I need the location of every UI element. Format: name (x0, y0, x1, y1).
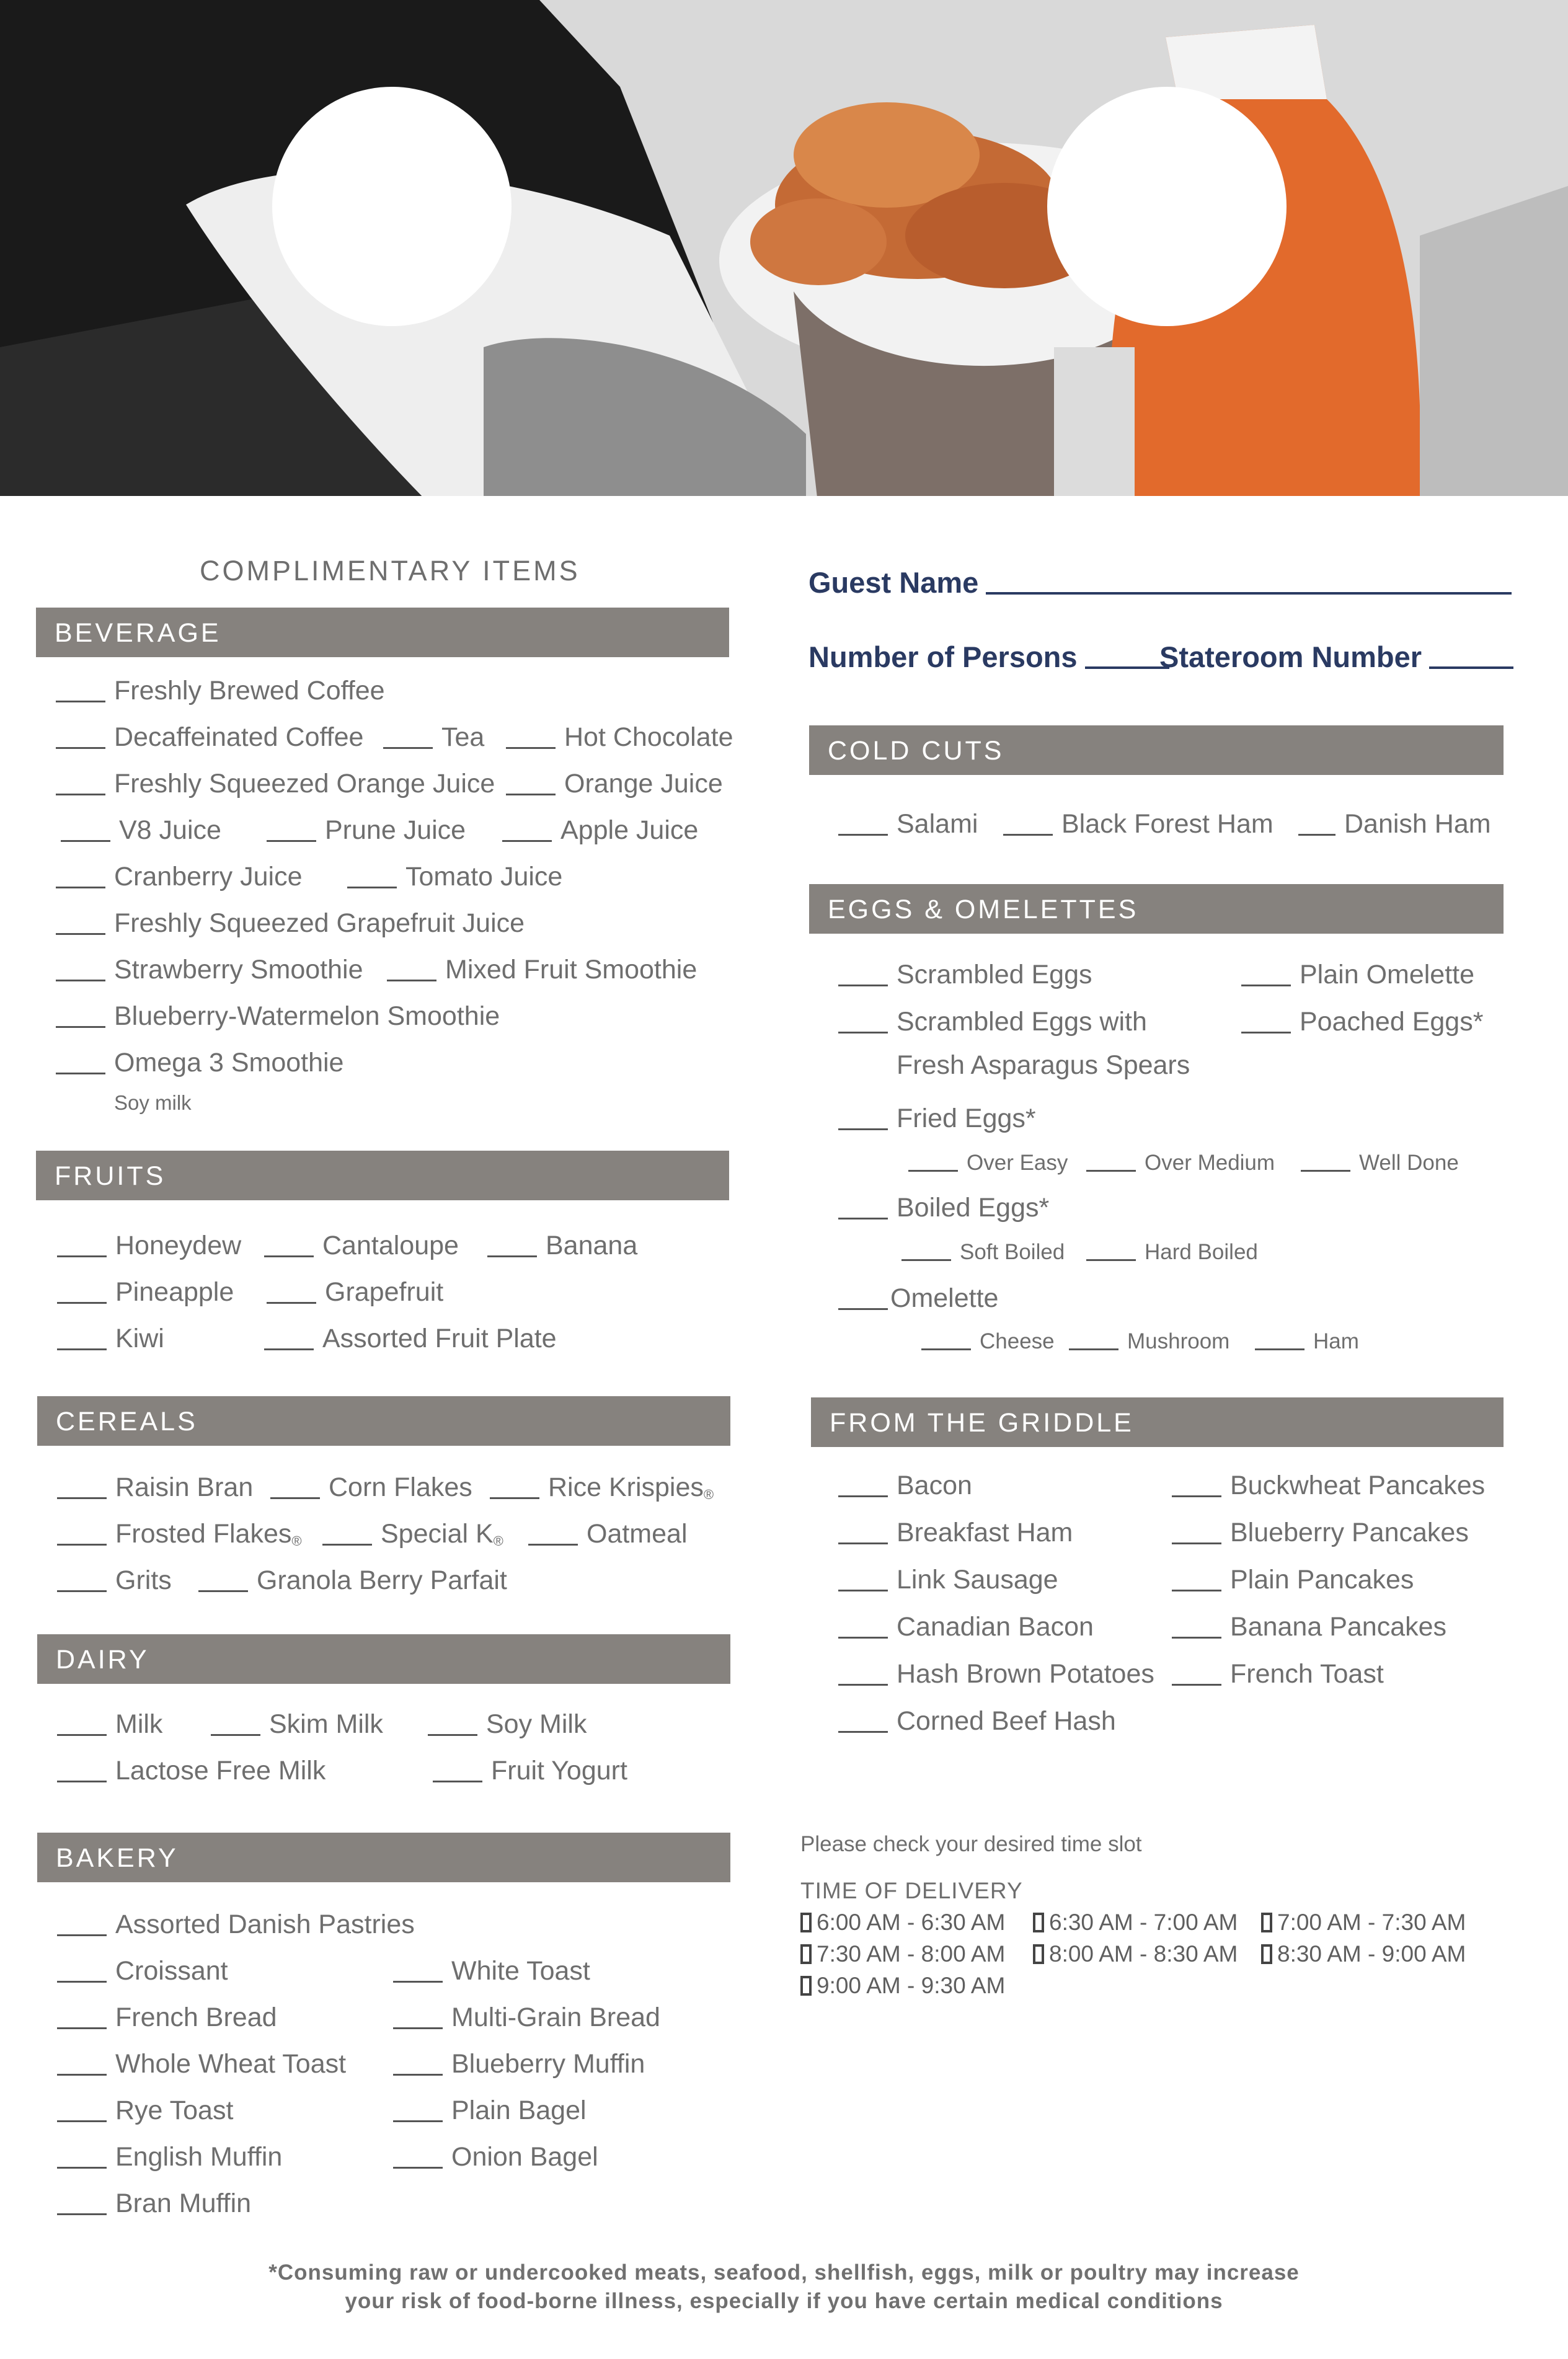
section-bar-cold-cuts: COLD CUTS (809, 725, 1504, 775)
item-raisin-bran[interactable]: Raisin Bran (57, 1472, 253, 1503)
item-plain-pancakes[interactable]: Plain Pancakes (1172, 1565, 1414, 1595)
item-cantaloupe[interactable]: Cantaloupe (264, 1231, 459, 1261)
item-scrambled-eggs-asparagus[interactable]: Scrambled Eggs with (838, 1007, 1147, 1037)
item-buckwheat-pancakes[interactable]: Buckwheat Pancakes (1172, 1471, 1485, 1501)
item-plain-omelette[interactable]: Plain Omelette (1241, 960, 1474, 990)
item-corn-flakes[interactable]: Corn Flakes (270, 1472, 472, 1503)
section-bar-beverage: BEVERAGE (36, 608, 729, 657)
item-bacon[interactable]: Bacon (838, 1471, 972, 1501)
item-honeydew[interactable]: Honeydew (57, 1231, 241, 1261)
item-poached-eggs[interactable]: Poached Eggs* (1241, 1007, 1483, 1037)
item-omelette[interactable]: Omelette (838, 1283, 998, 1314)
item-rye-toast[interactable]: Rye Toast (57, 2096, 233, 2126)
item-apple-juice[interactable]: Apple Juice (502, 815, 698, 846)
item-french-bread[interactable]: French Bread (57, 2003, 277, 2033)
time-slot-checkbox[interactable]: 7:00 AM - 7:30 AM (1261, 1910, 1466, 1936)
time-slot-checkbox[interactable]: 8:00 AM - 8:30 AM (1033, 1941, 1238, 1967)
item-freshly-brewed-coffee[interactable]: Freshly Brewed Coffee (56, 676, 385, 706)
time-slot-checkbox[interactable]: 8:30 AM - 9:00 AM (1261, 1941, 1466, 1967)
item-fried-eggs[interactable]: Fried Eggs* (838, 1104, 1036, 1134)
item-rice-krispies[interactable]: Rice Krispies $_®$ (490, 1472, 714, 1503)
item-strawberry-smoothie[interactable]: Strawberry Smoothie (56, 955, 363, 985)
item-banana-pancakes[interactable]: Banana Pancakes (1172, 1612, 1446, 1642)
item-milk[interactable]: Milk (57, 1709, 162, 1740)
item-blueberry-muffin[interactable]: Blueberry Muffin (393, 2049, 645, 2079)
checkbox-icon[interactable] (800, 1976, 812, 1996)
item-cranberry-juice[interactable]: Cranberry Juice (56, 862, 303, 892)
item-danish-ham[interactable]: Danish Ham (1298, 809, 1491, 839)
item-salami[interactable]: Salami (838, 809, 978, 839)
item-prune-juice[interactable]: Prune Juice (267, 815, 466, 846)
item-v8-juice[interactable]: V8 Juice (61, 815, 221, 846)
registered-mark: ® (493, 1533, 503, 1549)
time-slot-checkbox[interactable]: 6:00 AM - 6:30 AM (800, 1910, 1005, 1936)
item-boiled-eggs[interactable]: Boiled Eggs* (838, 1193, 1049, 1223)
item-onion-bagel[interactable]: Onion Bagel (393, 2142, 598, 2172)
checkbox-icon[interactable] (1033, 1944, 1044, 1964)
section-bar-fruits: FRUITS (36, 1151, 729, 1200)
item-omega-3-smoothie[interactable]: Omega 3 Smoothie (56, 1048, 343, 1078)
stateroom-number-field[interactable]: Stateroom Number (1159, 640, 1513, 674)
item-grapefruit[interactable]: Grapefruit (267, 1277, 443, 1308)
soy-milk-note: Soy milk (114, 1091, 192, 1114)
checkbox-icon[interactable] (800, 1913, 812, 1932)
item-link-sausage[interactable]: Link Sausage (838, 1565, 1058, 1595)
item-blueberry-watermelon-smoothie[interactable]: Blueberry-Watermelon Smoothie (56, 1001, 500, 1032)
item-frosted-flakes[interactable]: Frosted Flakes $_®$ (57, 1519, 302, 1549)
checkbox-icon[interactable] (1261, 1913, 1272, 1932)
option-soft-boiled[interactable]: Soft Boiled (901, 1240, 1065, 1265)
checkbox-icon[interactable] (1033, 1913, 1044, 1932)
item-scrambled-eggs[interactable]: Scrambled Eggs (838, 960, 1092, 990)
section-bar-bakery: BAKERY (37, 1833, 730, 1882)
item-breakfast-ham[interactable]: Breakfast Ham (838, 1518, 1073, 1548)
section-bar-dairy: DAIRY (37, 1634, 730, 1684)
option-over-easy[interactable]: Over Easy (908, 1151, 1068, 1175)
delivery-title: TIME OF DELIVERY (800, 1878, 1023, 1903)
section-bar-griddle: FROM THE GRIDDLE (811, 1397, 1504, 1447)
item-soy-milk[interactable]: Soy Milk (428, 1709, 587, 1740)
option-mushroom[interactable]: Mushroom (1069, 1329, 1229, 1354)
time-slot-checkbox[interactable]: 6:30 AM - 7:00 AM (1033, 1910, 1238, 1936)
section-bar-eggs: EGGS & OMELETTES (809, 884, 1504, 934)
item-decaffeinated-coffee[interactable]: Decaffeinated Coffee (56, 722, 363, 753)
item-oatmeal[interactable]: Oatmeal (528, 1519, 688, 1549)
item-grits[interactable]: Grits (57, 1565, 172, 1596)
item-tea[interactable]: Tea (383, 722, 484, 753)
guest-name-field[interactable]: Guest Name (808, 565, 1512, 600)
asparagus-continuation: Fresh Asparagus Spears (897, 1050, 1190, 1080)
item-special-k[interactable]: Special K $_®$ (322, 1519, 503, 1549)
header-photo (0, 0, 1568, 508)
item-kiwi[interactable]: Kiwi (57, 1324, 164, 1354)
delivery-instruction: Please check your desired time slot (800, 1832, 1142, 1856)
option-over-medium[interactable]: Over Medium (1086, 1151, 1275, 1175)
option-cheese[interactable]: Cheese (921, 1329, 1055, 1354)
checkbox-icon[interactable] (1261, 1944, 1272, 1964)
item-assorted-danish[interactable]: Assorted Danish Pastries (57, 1910, 415, 1940)
time-slot-checkbox[interactable]: 9:00 AM - 9:30 AM (800, 1973, 1005, 1999)
item-blueberry-pancakes[interactable]: Blueberry Pancakes (1172, 1518, 1469, 1548)
registered-mark: ® (291, 1533, 302, 1549)
item-plain-bagel[interactable]: Plain Bagel (393, 2096, 587, 2126)
item-croissant[interactable]: Croissant (57, 1956, 228, 1986)
complimentary-heading: COMPLIMENTARY ITEMS (200, 555, 580, 586)
item-english-muffin[interactable]: English Muffin (57, 2142, 282, 2172)
checkbox-icon[interactable] (800, 1944, 812, 1964)
item-assorted-fruit-plate[interactable]: Assorted Fruit Plate (264, 1324, 557, 1354)
disclaimer-line-2: your risk of food-borne illness, especially if you have certain medical conditions (345, 2289, 1223, 2313)
item-skim-milk[interactable]: Skim Milk (211, 1709, 383, 1740)
item-bran-muffin[interactable]: Bran Muffin (57, 2189, 251, 2219)
item-corned-beef-hash[interactable]: Corned Beef Hash (838, 1706, 1116, 1737)
item-french-toast[interactable]: French Toast (1172, 1659, 1384, 1689)
item-tomato-juice[interactable]: Tomato Juice (347, 862, 562, 892)
item-hot-chocolate[interactable]: Hot Chocolate (506, 722, 733, 753)
item-mixed-fruit-smoothie[interactable]: Mixed Fruit Smoothie (387, 955, 697, 985)
item-white-toast[interactable]: White Toast (393, 1956, 590, 1986)
option-well-done[interactable]: Well Done (1301, 1151, 1459, 1175)
registered-mark: ® (703, 1487, 714, 1502)
item-grapefruit-juice[interactable]: Freshly Squeezed Grapefruit Juice (56, 908, 525, 939)
item-whole-wheat-toast[interactable]: Whole Wheat Toast (57, 2049, 346, 2079)
number-of-persons-field[interactable]: Number of Persons (808, 640, 1169, 674)
item-pineapple[interactable]: Pineapple (57, 1277, 234, 1308)
breakfast-photo-illustration (0, 0, 1568, 508)
item-orange-juice[interactable]: Orange Juice (506, 769, 723, 799)
item-hash-brown-potatoes[interactable]: Hash Brown Potatoes (838, 1659, 1154, 1689)
item-multi-grain-bread[interactable]: Multi-Grain Bread (393, 2003, 660, 2033)
item-lactose-free-milk[interactable]: Lactose Free Milk (57, 1756, 326, 1786)
option-ham[interactable]: Ham (1255, 1329, 1359, 1354)
item-black-forest-ham[interactable]: Black Forest Ham (1003, 809, 1273, 839)
option-hard-boiled[interactable]: Hard Boiled (1086, 1240, 1258, 1265)
time-slot-checkbox[interactable]: 7:30 AM - 8:00 AM (800, 1941, 1005, 1967)
disclaimer-line-1: *Consuming raw or undercooked meats, seafood, shellfish, eggs, milk or poultry may increase (268, 2260, 1300, 2285)
section-bar-cereals: CEREALS (37, 1396, 730, 1446)
item-freshly-squeezed-oj[interactable]: Freshly Squeezed Orange Juice (56, 769, 495, 799)
item-canadian-bacon[interactable]: Canadian Bacon (838, 1612, 1094, 1642)
item-fruit-yogurt[interactable]: Fruit Yogurt (433, 1756, 627, 1786)
item-granola-berry-parfait[interactable]: Granola Berry Parfait (198, 1565, 507, 1596)
item-banana[interactable]: Banana (487, 1231, 637, 1261)
